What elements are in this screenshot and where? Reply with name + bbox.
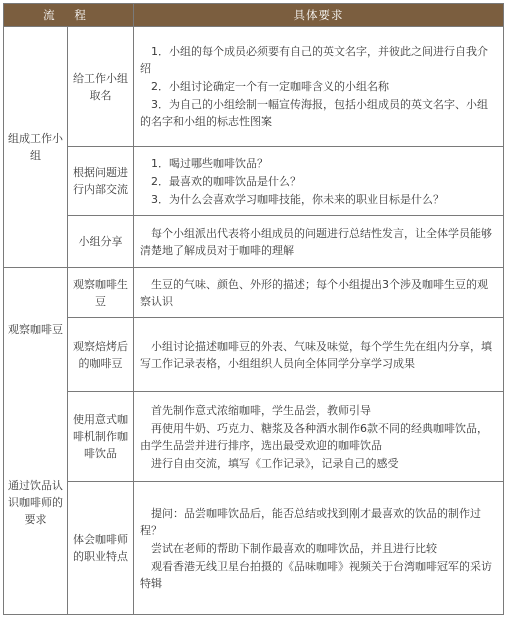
category-cell: 通过饮品认识咖啡师的要求 (4, 392, 68, 615)
table-header-row (4, 4, 504, 27)
requirement-line: 3．为什么会喜欢学习咖啡技能，你未来的职业目标是什么？ (151, 192, 444, 206)
requirement-line: 再使用牛奶、巧克力、糖浆及各种酒水制作6款不同的经典咖啡饮品，由学生品尝并进行排序，选出最受欢迎的咖啡饮品 (140, 421, 488, 452)
process-table (3, 3, 504, 615)
requirement-cell (134, 318, 504, 392)
subcategory-cell: 体会咖啡师的职业特点 (68, 482, 134, 615)
requirement-cell (134, 392, 504, 482)
requirement-cell (134, 147, 504, 216)
subcategory-cell: 根据问题进行内部交流 (68, 147, 134, 216)
requirement-line: 提问：品尝咖啡饮品后，能否总结或找到刚才最喜欢的饮品的制作过程？ (140, 506, 481, 537)
requirement-cell (134, 482, 504, 615)
process-table-document (3, 3, 503, 615)
table-row (4, 268, 504, 318)
category-cell: 观察咖啡豆 (4, 268, 68, 392)
table-row (4, 482, 504, 615)
requirement-cell (134, 27, 504, 147)
category-cell: 组成工作小组 (4, 27, 68, 268)
subcategory-cell: 小组分享 (68, 216, 134, 268)
subcategory-cell: 给工作小组取名 (68, 27, 134, 147)
requirement-line: 2．最喜欢的咖啡饮品是什么？ (151, 174, 301, 188)
requirement-line: 生豆的气味、颜色、外形的描述；每个小组提出3个涉及咖啡生豆的观察认识 (140, 277, 488, 308)
table-row (4, 318, 504, 392)
table-row (4, 392, 504, 482)
requirement-line: 3．为自己的小组绘制一幅宣传海报，包括小组成员的英文名字、小组的名字和小组的标志性图案 (140, 98, 488, 128)
requirement-line: 首先制作意式浓缩咖啡，学生品尝，教师引导 (151, 403, 371, 417)
table-row (4, 27, 504, 147)
table-row (4, 147, 504, 216)
subcategory-cell: 观察焙烤后的咖啡豆 (68, 318, 134, 392)
header-process: 流 程 (4, 4, 134, 27)
requirement-line: 尝试在老师的帮助下制作最喜欢的咖啡饮品，并且进行比较 (151, 541, 437, 555)
requirement-line: 小组讨论描述咖啡豆的外表、气味及味觉，每个学生先在组内分享，填写工作记录表格，小组组织人员向全体同学分享学习成果 (140, 339, 492, 370)
requirement-line: 1．小组的每个成员必须要有自己的英文名字，并彼此之间进行自我介绍 (140, 45, 488, 75)
subcategory-cell: 观察咖啡生豆 (68, 268, 134, 318)
requirement-line: 1．喝过哪些咖啡饮品？ (151, 156, 268, 170)
requirement-cell (134, 216, 504, 268)
table-row (4, 216, 504, 268)
requirement-line: 观看香港无线卫星台拍摄的《品味咖啡》视频关于台湾咖啡冠军的采访特辑 (140, 559, 492, 590)
header-requirements: 具体要求 (134, 4, 504, 27)
requirement-line: 进行自由交流，填写《工作记录》，记录自己的感受 (151, 456, 399, 470)
requirement-cell (134, 268, 504, 318)
subcategory-cell: 使用意式咖啡机制作咖啡饮品 (68, 392, 134, 482)
requirement-line: 每个小组派出代表将小组成员的问题进行总结性发言，让全体学员能够清楚地了解成员对于咖啡的理解 (140, 226, 492, 257)
requirement-line: 2．小组讨论确定一个有一定咖啡含义的小组名称 (151, 80, 389, 93)
